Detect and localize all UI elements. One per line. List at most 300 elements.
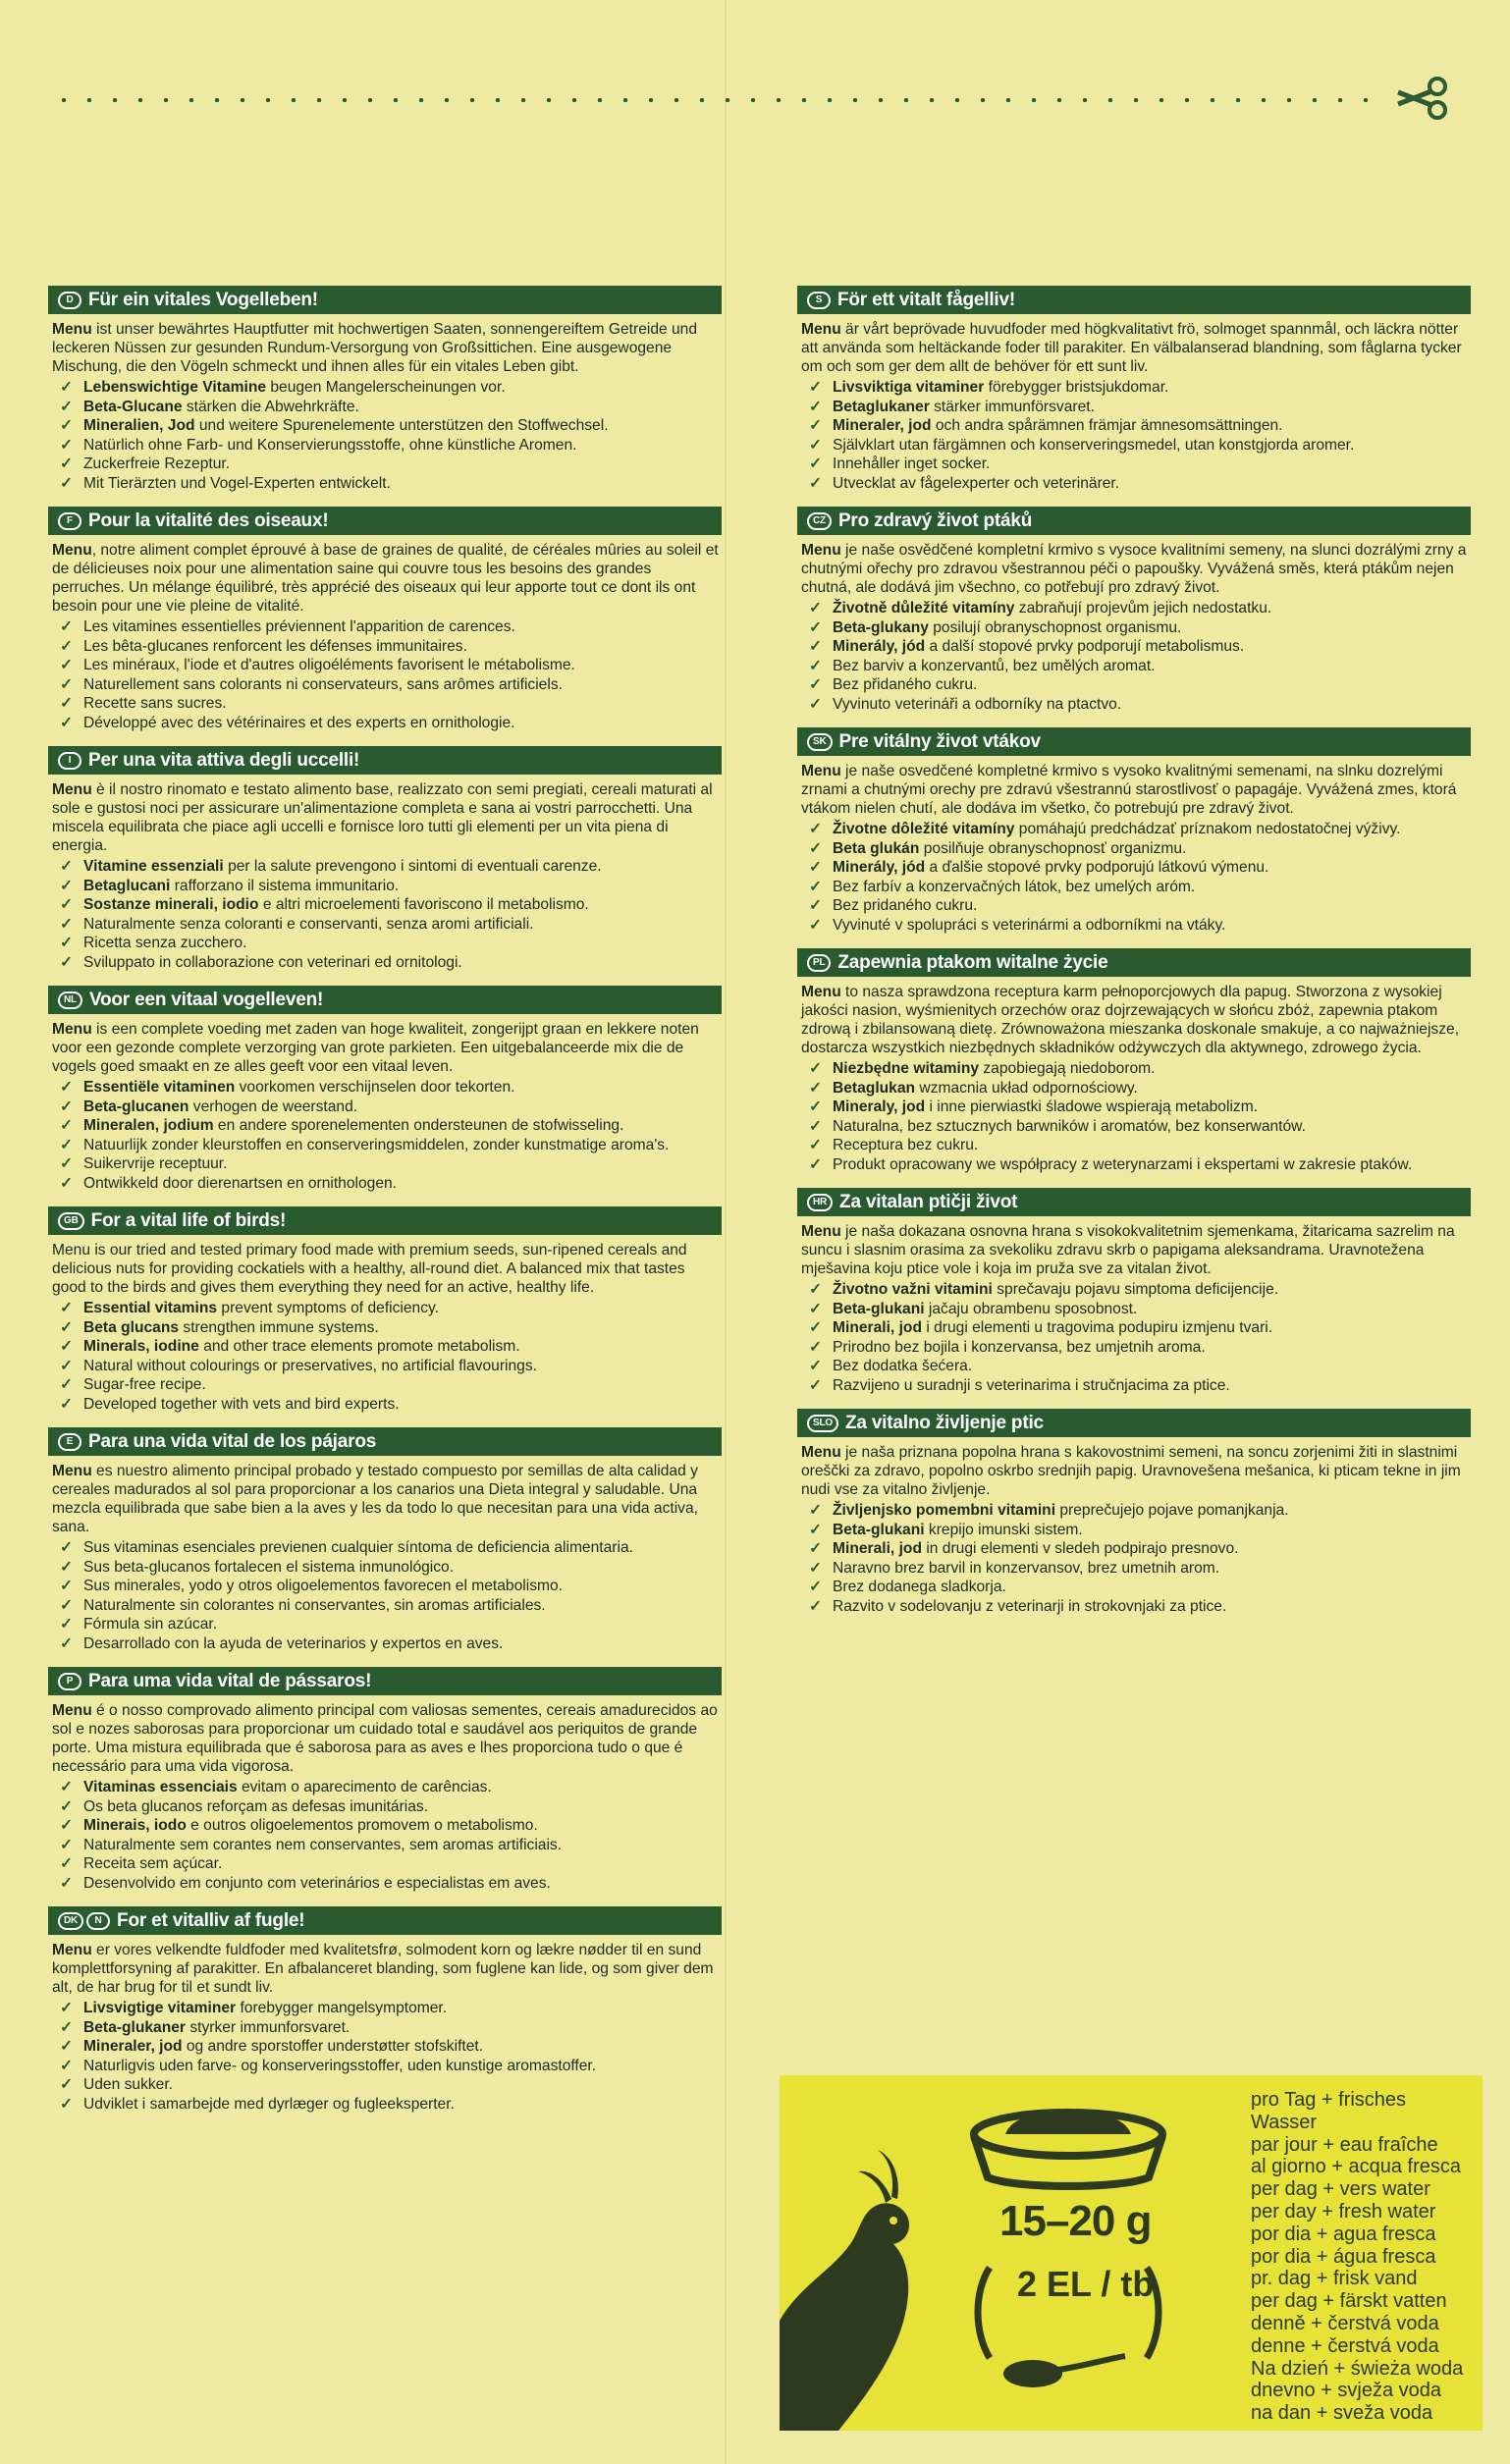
intro-text: to nasza sprawdzona receptura karm pełnoporcjowych dla papug. Stworzona z wysokiej jakości nasion, wyśmienitych orzechów oraz dojrzewających w słońcu zbóż, zapewnia ptakom zdrową i zbilansowaną dietę. Zrównoważona mieszanka doskonale smakuje, a co najważniejsze, dostarcza wszystkich niezbędnych składników odżywczych dla aktywnego, zdrowego życia. xyxy=(801,984,1460,1056)
feeding-instructions xyxy=(1251,2089,1477,2425)
section-title: Für ein vitales Vogelleben! xyxy=(88,289,318,310)
section-title: Voor een vitaal vogelleven! xyxy=(88,989,324,1010)
section-cz xyxy=(797,507,1471,714)
section-header xyxy=(797,507,1471,535)
benefit-item xyxy=(58,675,722,695)
benefit-item xyxy=(807,1376,1471,1396)
brand-name: Menu xyxy=(801,321,841,338)
benefit-item xyxy=(58,637,722,657)
benefit-highlight: Livsvigtige vitaminer xyxy=(83,2000,237,2016)
bird-and-bowl-illustration xyxy=(780,2075,1270,2431)
benefit-highlight: Mineraly, jod xyxy=(833,1098,926,1115)
section-s xyxy=(797,286,1471,493)
benefit-highlight: Betaglukan xyxy=(833,1079,916,1097)
benefit-item xyxy=(58,857,722,877)
benefit-text: en andere sporenelementen ondersteunen de stofwisseling. xyxy=(213,1117,624,1134)
package-fold xyxy=(725,0,727,2464)
benefit-text: Developed together with vets and bird experts. xyxy=(83,1395,400,1413)
benefit-text: wzmacnia układ odpornościowy. xyxy=(915,1079,1138,1097)
feeding-line: na dan + sveža voda xyxy=(1251,2402,1433,2425)
benefit-text: Les minéraux, l'iode et d'autres oligoéléments favorisent le métabolisme. xyxy=(83,657,575,673)
benefit-text: prevent symptoms of deficiency. xyxy=(217,1300,439,1316)
section-title: Pro zdravý život ptáků xyxy=(837,509,1033,531)
benefit-text: zabraňují projevům jejich nedostatku. xyxy=(1014,600,1272,616)
benefit-list xyxy=(48,617,722,732)
benefit-highlight: Minerály, jód xyxy=(833,859,926,876)
section-header xyxy=(48,1206,722,1235)
section-intro xyxy=(48,1020,722,1076)
benefit-text: Razvito v sodelovanju z veterinarji in strokovnjaki za ptice. xyxy=(833,1597,1227,1615)
language-badge: S xyxy=(807,292,831,309)
benefit-text: Bez farbív a konzervačných látok, bez umelých aróm. xyxy=(833,878,1196,895)
benefit-item xyxy=(58,1778,722,1797)
benefit-text: Sus minerales, yodo y otros oligoelementos favorecen el metabolismo. xyxy=(83,1578,563,1594)
benefit-list xyxy=(48,1538,722,1653)
language-badge: I xyxy=(58,752,81,770)
feeding-line: per dag + färskt vatten xyxy=(1251,2290,1447,2313)
section-header xyxy=(797,286,1471,314)
benefit-item xyxy=(58,1395,722,1415)
intro-text: ist unser bewährtes Hauptfutter mit hochwertigen Saaten, sonnengereiftem Getreide und leckeren Nüssen zur gesunden Rundum-Versorgung von Großsittichen. Eine ausgewogene Mischung, die den Vögeln schmeckt und ihnen alles für ein vitales Leben gibt. xyxy=(52,321,698,375)
benefit-text: Les bêta-glucanes renforcent les défenses immunitaires. xyxy=(83,637,467,655)
benefit-item xyxy=(807,398,1471,417)
language-badge: DK xyxy=(58,1912,83,1930)
intro-text: je naša dokazana osnovna hrana s visokokvalitetnim sjemenkama, žitaricama sazrelim na suncu i slasnim orasima za svekoliku zdravu skrb o papigama aleksandrama. Uravnotežena mješavina koju ptice vole i koja im pruža sve za vitalan život. xyxy=(801,1223,1455,1277)
benefit-list xyxy=(797,1501,1471,1616)
benefit-highlight: Niezbędne witaminy xyxy=(833,1060,980,1077)
benefit-text: zapobiegają niedoborom. xyxy=(979,1060,1156,1077)
benefit-text: Recette sans sucres. xyxy=(83,695,227,712)
benefit-text: Développé avec des vétérinaires et des experts en ornithologie. xyxy=(83,714,515,731)
section-hr xyxy=(797,1188,1471,1395)
language-badge: D xyxy=(58,292,81,309)
benefit-text: Bez pridaného cukru. xyxy=(833,897,978,914)
benefit-item xyxy=(807,1098,1471,1117)
benefit-text: i inne pierwiastki śladowe wspierają metabolizm. xyxy=(925,1098,1259,1115)
section-intro xyxy=(797,983,1471,1057)
benefit-item xyxy=(58,694,722,714)
benefit-highlight: Mineraler, jod xyxy=(833,417,932,434)
benefit-item xyxy=(807,378,1471,398)
benefit-item xyxy=(58,1337,722,1357)
benefit-text: a ďalšie stopové prvky podporujú látkovú výmenu. xyxy=(925,859,1269,876)
benefit-highlight: Minerály, jód xyxy=(833,638,926,655)
benefit-highlight: Essentiële vitaminen xyxy=(83,1079,236,1096)
brand-name: Menu xyxy=(801,763,841,779)
section-header xyxy=(797,1188,1471,1216)
section-title: For et vitalliv af fugle! xyxy=(117,1909,305,1931)
benefit-text: stärken die Abwehrkräfte. xyxy=(182,398,359,415)
benefit-item xyxy=(807,1559,1471,1579)
intro-text: is een complete voeding met zaden van hoge kwaliteit, zongerijpt graan en lekkere noten voor een gezonde complete verzorging van grote parkieten. Een uitgebalanceerde mix die de vogels goed smaakt en ze alles geeft voor een vitaal leven. xyxy=(52,1021,699,1075)
feeding-line: por dia + água fresca xyxy=(1251,2245,1436,2268)
benefit-text: Natural without colourings or preservatives, no artificial flavourings. xyxy=(83,1357,537,1374)
benefit-item xyxy=(807,896,1471,916)
benefit-item xyxy=(58,1154,722,1174)
right-column xyxy=(797,286,1471,1630)
benefit-highlight: Mineralen, jodium xyxy=(83,1117,214,1134)
language-badge: PL xyxy=(807,954,831,972)
benefit-list xyxy=(797,599,1471,714)
benefit-text: förebygger bristsjukdomar. xyxy=(984,379,1169,396)
benefit-text: voorkomen verschijnselen door tekorten. xyxy=(235,1079,515,1096)
feeding-line: al giorno + acqua fresca xyxy=(1251,2156,1462,2178)
language-badge: SLO xyxy=(807,1415,838,1432)
section-f xyxy=(48,507,722,732)
benefit-text: and other trace elements promote metabolism. xyxy=(198,1338,520,1355)
benefit-highlight: Beta-glukani xyxy=(833,1521,925,1538)
benefit-item xyxy=(58,1116,722,1136)
feeding-line: per dag + vers water xyxy=(1251,2178,1430,2201)
benefit-text: och andra spårämnen främjar ämnesomsättningen. xyxy=(931,417,1283,434)
brand-name: Menu xyxy=(52,1463,92,1479)
section-title: Pour la vitalité des oiseaux! xyxy=(88,509,329,531)
section-header xyxy=(797,948,1471,977)
benefit-item xyxy=(807,839,1471,859)
language-badge: CZ xyxy=(807,512,832,530)
benefit-text: sprečavaju pojavu simptoma deficijencije. xyxy=(992,1281,1279,1298)
benefit-list xyxy=(797,1280,1471,1395)
benefit-text: Bez barviv a konzervantů, bez umělých aromat. xyxy=(833,657,1156,674)
benefit-text: Naturellement sans colorants ni conservateurs, sans arômes artificiels. xyxy=(83,675,563,693)
benefit-text: jačaju obrambenu sposobnost. xyxy=(924,1300,1138,1317)
benefit-item xyxy=(807,436,1471,455)
benefit-item xyxy=(58,2075,722,2095)
benefit-item xyxy=(807,1501,1471,1521)
section-slo xyxy=(797,1409,1471,1616)
benefit-text: und weitere Spurenelemente unterstützen den Stoffwechsel. xyxy=(194,417,609,434)
benefit-highlight: Mineraler, jod xyxy=(83,2038,183,2055)
language-badge: N xyxy=(86,1912,110,1930)
section-header xyxy=(797,1409,1471,1437)
section-nl xyxy=(48,986,722,1193)
benefit-item xyxy=(58,656,722,675)
section-intro xyxy=(797,762,1471,818)
benefit-item xyxy=(807,1318,1471,1338)
benefit-item xyxy=(58,1874,722,1894)
benefit-text: Razvijeno u suradnji s veterinarima i stručnjacima za ptice. xyxy=(833,1376,1230,1394)
benefit-highlight: Beta-glucanen xyxy=(83,1098,189,1115)
benefit-text: Desarrollado con la ayuda de veterinarios y expertos en aves. xyxy=(83,1634,504,1652)
language-badge: SK xyxy=(807,733,833,751)
language-badge: F xyxy=(58,512,81,530)
brand-name: Menu xyxy=(801,542,841,559)
intro-text: è il nostro rinomato e testato alimento base, realizzato con semi pregiati, cereali maturati al sole e gustosi noci per assicurare un'alimentazione completa e sana ai vostri parrocchetti. Una miscela equilibrata che piace agli uccelli e fornisce loro tutti gli elementi per un vita piena di energia. xyxy=(52,781,713,854)
feeding-line: Na dzień + świeża woda xyxy=(1251,2357,1464,2380)
benefit-text: Självklart utan färgämnen och konserveringsmedel, utan konstgjorda aromer. xyxy=(833,436,1355,454)
benefit-list xyxy=(48,857,722,972)
brand-name: Menu xyxy=(52,321,92,338)
benefit-highlight: Betaglukaner xyxy=(833,398,930,415)
benefit-item xyxy=(58,1836,722,1855)
benefit-text: Vyvinuto veterináři a odborníky na ptactvo. xyxy=(833,695,1122,713)
benefit-text: Udviklet i samarbejde med dyrlæger og fugleeksperter. xyxy=(83,2095,455,2113)
section-title: Za vitalan ptičji život xyxy=(839,1191,1018,1212)
benefit-text: Naturligvis uden farve- og konserveringsstoffer, uden kunstige aromastoffer. xyxy=(83,2057,597,2074)
benefit-item xyxy=(58,398,722,417)
benefit-text: styrker immunforsvaret. xyxy=(186,2018,351,2036)
feeding-line: per day + fresh water xyxy=(1251,2200,1436,2223)
benefit-text: Natuurlijk zonder kleurstoffen en conserveringsmiddelen, zonder kunstmatige aroma's. xyxy=(83,1136,670,1153)
benefit-text: Zuckerfreie Rezeptur. xyxy=(83,455,231,472)
benefit-item xyxy=(58,934,722,953)
benefit-text: pomáhajú predchádzať príznakom nedostatočnej výživy. xyxy=(1014,821,1401,837)
benefit-text: Naturalna, bez sztucznych barwników i aromatów, bez konserwantów. xyxy=(833,1117,1306,1135)
benefit-item xyxy=(807,1300,1471,1319)
benefit-item xyxy=(807,474,1471,494)
benefit-item xyxy=(807,878,1471,897)
benefit-text: Sus vitaminas esenciales previenen cualquier síntoma de deficiencia alimentaria. xyxy=(83,1539,633,1556)
benefit-highlight: Betaglucani xyxy=(83,877,171,894)
language-badge: GB xyxy=(58,1212,84,1230)
benefit-item xyxy=(807,1597,1471,1617)
section-i xyxy=(48,746,722,972)
benefit-text: Uden sukker. xyxy=(83,2076,174,2093)
benefit-item xyxy=(58,2057,722,2076)
benefit-highlight: Livsviktiga vitaminer xyxy=(833,379,985,396)
benefit-text: Mit Tierärzten und Vogel-Experten entwickelt. xyxy=(83,474,391,492)
benefit-text: rafforzano il sistema immunitario. xyxy=(170,877,400,894)
benefit-text: Ricetta senza zucchero. xyxy=(83,935,247,951)
intro-text: je naše osvedčené kompletné krmivo s vysoko kvalitnými semenami, na slnku dozrelými zrnami a chutnými orechy pre zdravú všestrannú starostlivosť o papagáje. Vyvážená zmes, ktorá vtákom nielen chutí, ale dodáva im všetko, čo potrebujú pre zdravý život. xyxy=(801,763,1457,817)
feeding-line: par jour + eau fraîche xyxy=(1251,2133,1438,2156)
benefit-highlight: Lebenswichtige Vitamine xyxy=(83,379,267,396)
benefit-text: Vyvinuté v spolupráci s veterinármi a odborníkmi na vtáky. xyxy=(833,916,1226,934)
benefit-text: Les vitamines essentielles préviennent l'apparition de carences. xyxy=(83,618,515,635)
benefit-item xyxy=(58,1854,722,1874)
section-header xyxy=(48,986,722,1014)
benefit-highlight: Beta glucans xyxy=(83,1318,180,1336)
section-intro xyxy=(797,541,1471,597)
benefit-text: Bez dodatka šećera. xyxy=(833,1358,973,1374)
benefit-item xyxy=(58,1098,722,1117)
benefit-text: Sviluppato in collaborazione con veterinari ed ornitologi. xyxy=(83,953,462,971)
benefit-text: per la salute prevengono i sintomi di eventuali carenze. xyxy=(223,858,602,875)
brand-name: Menu xyxy=(801,984,841,1000)
feeding-amount: 15–20 g xyxy=(999,2197,1152,2245)
benefit-item xyxy=(807,695,1471,715)
benefit-highlight: Mineralien, Jod xyxy=(83,417,195,434)
section-header xyxy=(48,286,722,314)
intro-text: , notre aliment complet éprouvé à base de graines de qualité, de céréales mûries au soleil et de délicieuses noix pour une alimentation saine qui couvre tous les besoins des grandes perruches. Un mélange équilibré, très apprécié des oiseaux qui leur apporte tout ce dont ils ont besoin pour une vie pleine de vitalité. xyxy=(52,542,719,615)
brand-name: Menu xyxy=(52,1702,92,1719)
section-p xyxy=(48,1667,722,1893)
benefit-text: Suikervrije receptuur. xyxy=(83,1155,228,1172)
benefit-list xyxy=(48,1299,722,1414)
benefit-highlight: Beta-glukani xyxy=(833,1300,925,1317)
benefit-highlight: Vitamine essenziali xyxy=(83,858,224,875)
benefit-text: verhogen de weerstand. xyxy=(189,1098,358,1115)
section-header xyxy=(48,507,722,535)
section-title: För ett vitalt fågelliv! xyxy=(837,289,1016,310)
benefit-item xyxy=(807,618,1471,638)
benefit-text: krepijo imunski sistem. xyxy=(924,1521,1083,1538)
benefit-text: preprečujejo pojave pomanjkanja. xyxy=(1055,1502,1289,1519)
benefit-item xyxy=(58,1999,722,2018)
benefit-text: Naturalmente sem corantes nem conservantes, sem aromas artificiais. xyxy=(83,1836,563,1853)
section-title: Para una vida vital de los pájaros xyxy=(88,1430,377,1452)
feeding-line: pro Tag + frisches Wasser xyxy=(1251,2089,1407,2133)
section-title: Pre vitálny život vtákov xyxy=(838,730,1041,752)
benefit-text: Receita sem açúcar. xyxy=(83,1855,223,1872)
benefit-text: og andre sporstoffer understøtter stofskiftet. xyxy=(182,2038,484,2055)
language-badge: E xyxy=(58,1433,81,1451)
benefit-item xyxy=(58,1615,722,1634)
benefit-item xyxy=(807,820,1471,839)
intro-text: er vores velkendte fuldfoder med kvalitetsfrø, solmodent korn og lækre nødder til en sund komplettforsyning af parakitter. En afbalanceret blanding, som fuglene kan lide, og som giver dem alt, de har brug for til et sundt liv. xyxy=(52,1942,714,1996)
section-intro xyxy=(48,541,722,616)
benefit-item xyxy=(807,1117,1471,1137)
benefit-list xyxy=(797,378,1471,493)
benefit-item xyxy=(58,1078,722,1098)
section-intro xyxy=(48,1941,722,1997)
feeding-line: denně + čerstvá voda xyxy=(1251,2312,1439,2334)
section-sk xyxy=(797,727,1471,935)
benefit-text: Natürlich ohne Farb- und Konservierungsstoffe, ohne künstliche Aromen. xyxy=(83,436,577,454)
left-column xyxy=(48,286,722,2127)
benefit-item xyxy=(807,1059,1471,1079)
benefit-text: strengthen immune systems. xyxy=(179,1318,379,1336)
benefit-list xyxy=(48,1778,722,1893)
benefit-text: Brez dodanega sladkorja. xyxy=(833,1579,1006,1595)
benefit-item xyxy=(807,1357,1471,1376)
feeding-recommendation xyxy=(780,2075,1483,2431)
benefit-highlight: Beta-Glucane xyxy=(83,398,183,415)
benefit-text: forebygger mangelsymptomer. xyxy=(236,2000,448,2016)
brand-name: Menu xyxy=(52,1942,92,1958)
feeding-line: pr. dag + frisk vand xyxy=(1251,2268,1418,2290)
benefit-text: Utvecklat av fågelexperter och veterinärer. xyxy=(833,474,1120,492)
benefit-text: Produkt opracowany we współpracy z weterynarzami i ekspertami w zakresie ptaków. xyxy=(833,1155,1413,1173)
section-intro xyxy=(48,1241,722,1297)
section-header xyxy=(797,727,1471,756)
benefit-item xyxy=(807,1578,1471,1597)
benefit-item xyxy=(807,637,1471,657)
section-d xyxy=(48,286,722,493)
intro-text: är vårt beprövade huvudfoder med högkvalitativt frö, solmoget spannmål, och läckra nötter att använda som heltäckande foder till parakiter. En välbalanserad blandning, som fåglarna tycker om och som ger dem allt de behöver för ett sunt liv. xyxy=(801,321,1462,375)
section-header xyxy=(48,746,722,775)
benefit-list xyxy=(48,1078,722,1193)
benefit-highlight: Životně důležité vitamíny xyxy=(833,600,1015,616)
spoon-measure: 2 EL / tb xyxy=(1017,2264,1155,2304)
section-title: For a vital life of birds! xyxy=(90,1209,287,1231)
language-badge: HR xyxy=(807,1194,833,1211)
benefit-item xyxy=(58,617,722,637)
benefit-highlight: Beta-glukany xyxy=(833,618,929,636)
benefit-highlight: Vitaminas essenciais xyxy=(83,1779,238,1795)
benefit-item xyxy=(58,1174,722,1194)
benefit-text: Ontwikkeld door dierenartsen en ornithologen. xyxy=(83,1174,398,1192)
benefit-text: Os beta glucanos reforçam as defesas imunitárias. xyxy=(83,1797,429,1815)
benefit-text: Bez přidaného cukru. xyxy=(833,676,978,693)
benefit-text: stärker immunförsvaret. xyxy=(929,398,1095,415)
benefit-text: posilují obranyschopnost organismu. xyxy=(928,618,1182,636)
section-title: Za vitalno življenje ptic xyxy=(844,1412,1044,1433)
benefit-text: Fórmula sin azúcar. xyxy=(83,1616,218,1633)
benefit-text: Receptura bez cukru. xyxy=(833,1137,979,1153)
benefit-highlight: Minerals, iodine xyxy=(83,1338,199,1355)
section-gb xyxy=(48,1206,722,1414)
benefit-text: evitam o aparecimento de carências. xyxy=(237,1779,492,1795)
section-intro xyxy=(48,1462,722,1536)
benefit-item xyxy=(807,1521,1471,1540)
benefit-item xyxy=(58,877,722,896)
benefit-highlight: Sostanze minerali, iodio xyxy=(83,896,259,913)
benefit-highlight: Minerais, iodo xyxy=(83,1817,187,1834)
benefit-list xyxy=(48,378,722,493)
benefit-text: Naturalmente sin colorantes ni conservantes, sin aromas artificiales. xyxy=(83,1596,546,1614)
intro-text: je naše osvědčené kompletní krmivo s vysoce kvalitními semeny, na slunci dozrálými zrny a chutnými ořechy pro zdravou všestrannou péči o papoušky. Vyvážená směs, která ptákům nejen chutná, ale dodává jim všechno, co potřebují pro zdravý život. xyxy=(801,542,1467,596)
benefit-text: a další stopové prvky podporují metabolismus. xyxy=(925,638,1245,655)
scissors-icon xyxy=(1394,75,1453,122)
brand-name: Menu xyxy=(801,1223,841,1240)
benefit-item xyxy=(58,915,722,935)
benefit-text: Desenvolvido em conjunto com veterinários e especialistas em aves. xyxy=(83,1874,551,1892)
section-intro xyxy=(48,780,722,855)
benefit-item xyxy=(58,455,722,474)
benefit-item xyxy=(807,858,1471,878)
benefit-item xyxy=(58,1797,722,1817)
benefit-item xyxy=(807,416,1471,436)
benefit-text: Innehåller inget socker. xyxy=(833,455,991,472)
benefit-item xyxy=(58,1136,722,1155)
benefit-text: Sugar-free recipe. xyxy=(83,1376,206,1393)
section-header xyxy=(48,1906,722,1935)
benefit-list xyxy=(797,1059,1471,1174)
benefit-list xyxy=(797,820,1471,935)
benefit-item xyxy=(58,1558,722,1578)
section-title: Para uma vida vital de pássaros! xyxy=(88,1670,372,1691)
intro-text: je naša priznana popolna hrana s kakovostnimi semeni, na soncu zorjenimi žiti in slastnimi oreščki za zdravo, popolno oskrbo srednjih papig. Uravnovešena mešanica, ki pticam tekne in jim nudi vse za vitalno življenje. xyxy=(801,1444,1461,1498)
section-title: Per una vita attiva degli uccelli! xyxy=(88,749,360,771)
feeding-line: denne + čerstvá voda xyxy=(1251,2334,1439,2357)
benefit-item xyxy=(807,455,1471,474)
benefit-item xyxy=(58,1816,722,1836)
benefit-item xyxy=(58,474,722,494)
section-intro xyxy=(48,320,722,376)
benefit-list xyxy=(48,1999,722,2114)
benefit-item xyxy=(58,1375,722,1395)
benefit-item xyxy=(807,657,1471,676)
section-e xyxy=(48,1427,722,1653)
benefit-item xyxy=(58,895,722,915)
benefit-item xyxy=(58,416,722,436)
cut-line xyxy=(51,98,1372,102)
benefit-item xyxy=(807,675,1471,695)
benefit-highlight: Beta glukán xyxy=(833,839,920,857)
section-intro xyxy=(797,320,1471,376)
section-pl xyxy=(797,948,1471,1174)
benefit-item xyxy=(58,1357,722,1376)
benefit-item xyxy=(58,2018,722,2038)
intro-text: é o nosso comprovado alimento principal com valiosas sementes, cereais amadurecidos ao sol e nozes saborosas para proporcionar um cuidado total e saudável aos periquitos de grande porte. Uma mistura equilibrada que é saborosa para as aves e lhes proporciona tudo o que é necessário para uma vida vigorosa. xyxy=(52,1702,718,1775)
benefit-item xyxy=(807,1539,1471,1559)
benefit-text: i drugi elementi u tragovima podupiru izmjenu tvari. xyxy=(921,1319,1273,1336)
section-intro xyxy=(797,1443,1471,1499)
benefit-highlight: Životno važni vitamini xyxy=(833,1281,993,1298)
benefit-item xyxy=(807,1155,1471,1175)
section-header xyxy=(48,1427,722,1456)
language-badge: P xyxy=(58,1673,81,1690)
benefit-item xyxy=(58,378,722,398)
intro-text: Menu is our tried and tested primary food made with premium seeds, sun-ripened cereals and delicious nuts for providing cockatiels with a healthy, all-round diet. A balanced mix that tastes good to the birds and gives them everything they need for an active, healthy life. xyxy=(52,1242,687,1296)
brand-name: Menu xyxy=(52,1021,92,1038)
benefit-item xyxy=(58,436,722,455)
benefit-item xyxy=(58,2095,722,2115)
section-title: Zapewnia ptakom witalne życie xyxy=(837,951,1108,973)
brand-name: Menu xyxy=(52,542,92,559)
language-badge: NL xyxy=(58,991,82,1009)
